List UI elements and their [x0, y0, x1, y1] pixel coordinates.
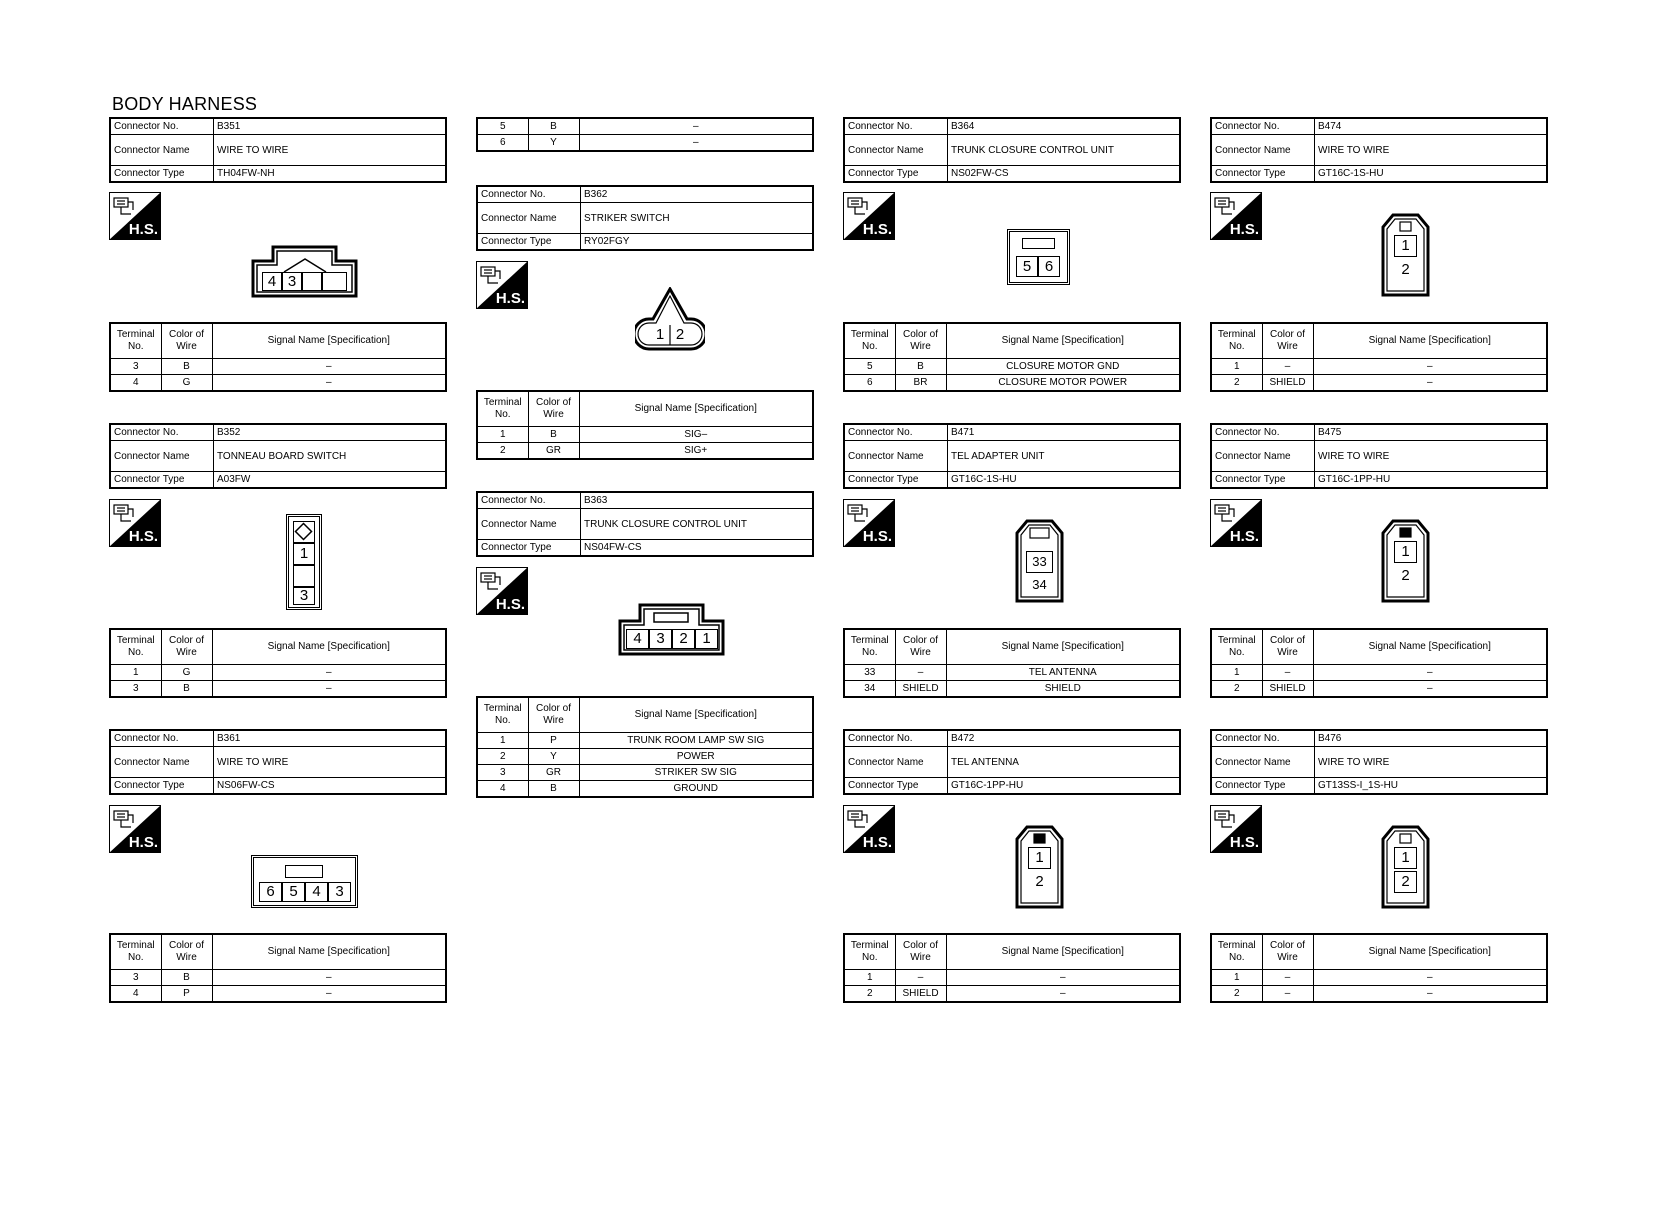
signal-name: – [1313, 970, 1547, 986]
signal-name-header: Signal Name [Specification] [1313, 934, 1547, 970]
color-of-wire-header: Color of Wire [895, 629, 946, 665]
terminal-no: 33 [844, 665, 895, 681]
color-of-wire-header: Color of Wire [1262, 629, 1313, 665]
table-row [1211, 986, 1547, 1003]
connector-b352-info [109, 423, 447, 489]
connector-name-label: Connector Name [1211, 441, 1315, 472]
table-row [1211, 359, 1547, 375]
connector-b474-info [1210, 117, 1548, 183]
harness-side-label: H.S. [862, 221, 892, 238]
table-row [477, 781, 813, 798]
harness-side-label: H.S. [1229, 528, 1259, 545]
connector-type-label: Connector Type [477, 540, 581, 557]
signal-name: STRIKER SW SIG [579, 765, 813, 781]
terminal-no: 1 [110, 665, 161, 681]
wire-color: – [895, 665, 946, 681]
pin-label: 5 [1016, 256, 1038, 277]
connector-b475-diagram [1381, 519, 1430, 603]
terminal-no: 3 [110, 970, 161, 986]
signal-name: – [1313, 986, 1547, 1003]
connector-type-value: NS02FW-CS [948, 166, 1181, 183]
terminal-no: 4 [110, 986, 161, 1003]
connector-b474-terminals [1210, 322, 1548, 392]
signal-name: – [1313, 359, 1547, 375]
connector-name-label: Connector Name [844, 441, 948, 472]
connector-name-value: TONNEAU BOARD SWITCH [214, 441, 447, 472]
harness-side-label: H.S. [495, 290, 525, 307]
terminal-no: 2 [1211, 375, 1262, 392]
connector-name-label: Connector Name [844, 135, 948, 166]
signal-name-header: Signal Name [Specification] [946, 934, 1180, 970]
signal-name: – [212, 665, 446, 681]
wire-color: SHIELD [1262, 681, 1313, 698]
connector-b471-terminals [843, 628, 1181, 698]
signal-name: SIG– [579, 427, 813, 443]
harness-side-icon [1210, 499, 1262, 547]
harness-side-icon [476, 567, 528, 615]
connector-type-label: Connector Type [844, 778, 948, 795]
connector-name-value: TEL ADAPTER UNIT [948, 441, 1181, 472]
connector-no-value: B364 [948, 118, 1181, 135]
signal-name: – [212, 359, 446, 375]
signal-name: CLOSURE MOTOR POWER [946, 375, 1180, 392]
signal-name-header: Signal Name [Specification] [1313, 629, 1547, 665]
pin-label: 1 [1394, 847, 1417, 869]
wire-color: SHIELD [895, 986, 946, 1003]
terminal-no-header: Terminal No. [110, 323, 161, 359]
table-row [844, 681, 1180, 698]
terminal-no: 2 [477, 443, 528, 460]
connector-b361-terminals [109, 933, 447, 1003]
connector-no-value: B351 [214, 118, 447, 135]
connector-name-value: WIRE TO WIRE [214, 135, 447, 166]
table-row [477, 765, 813, 781]
connector-name-label: Connector Name [110, 135, 214, 166]
terminal-no: 4 [477, 781, 528, 798]
pin-label: 1 [695, 629, 718, 649]
table-row [1211, 970, 1547, 986]
wire-color: B [528, 427, 579, 443]
signal-name: – [212, 375, 446, 392]
connector-b363-diagram [618, 603, 725, 656]
connector-b352-diagram [286, 514, 322, 610]
connector-name-value: TEL ANTENNA [948, 747, 1181, 778]
wire-color: P [161, 986, 212, 1003]
signal-name: – [1313, 375, 1547, 392]
connector-type-label: Connector Type [110, 472, 214, 489]
wire-color: – [895, 970, 946, 986]
connector-b352-terminals [109, 628, 447, 698]
harness-side-label: H.S. [128, 528, 158, 545]
signal-name-header: Signal Name [Specification] [212, 934, 446, 970]
terminal-no-header: Terminal No. [1211, 629, 1262, 665]
table-row [477, 733, 813, 749]
harness-side-label: H.S. [128, 834, 158, 851]
connector-type-label: Connector Type [844, 472, 948, 489]
signal-name: GROUND [579, 781, 813, 798]
connector-b472-terminals [843, 933, 1181, 1003]
pin-label: 2 [1394, 565, 1417, 587]
signal-name: TRUNK ROOM LAMP SW SIG [579, 733, 813, 749]
pin-label: 4 [626, 629, 649, 649]
pin-label: 5 [282, 882, 305, 902]
terminal-no-header: Terminal No. [477, 391, 528, 427]
terminal-no-header: Terminal No. [1211, 323, 1262, 359]
pin-label: 2 [675, 326, 685, 343]
pin-label: 34 [1032, 577, 1047, 592]
signal-name: POWER [579, 749, 813, 765]
table-row [844, 970, 1180, 986]
terminal-no: 1 [477, 733, 528, 749]
connector-name-label: Connector Name [477, 203, 581, 234]
connector-name-label: Connector Name [844, 747, 948, 778]
pin-label: 4 [305, 882, 328, 902]
wire-color: B [161, 970, 212, 986]
connector-b361-terminals-continued [476, 117, 814, 152]
harness-side-icon [1210, 805, 1262, 853]
connector-name-label: Connector Name [110, 441, 214, 472]
connector-type-value: NS06FW-CS [214, 778, 447, 795]
connector-b351-diagram [251, 245, 358, 298]
table-row [477, 749, 813, 765]
connector-no-label: Connector No. [1211, 118, 1315, 135]
connector-b363-info [476, 491, 814, 557]
terminal-no-header: Terminal No. [844, 323, 895, 359]
wire-color: B [161, 681, 212, 698]
pin-label: 2 [1394, 259, 1417, 281]
signal-name-header: Signal Name [Specification] [579, 697, 813, 733]
table-row [110, 681, 446, 698]
pin-label: 4 [262, 272, 282, 291]
color-of-wire-header: Color of Wire [895, 323, 946, 359]
signal-name: SIG+ [579, 443, 813, 460]
terminal-no: 3 [477, 765, 528, 781]
wire-color: B [895, 359, 946, 375]
connector-name-value: STRIKER SWITCH [581, 203, 814, 234]
table-row [110, 970, 446, 986]
harness-side-label: H.S. [128, 221, 158, 238]
connector-type-value: A03FW [214, 472, 447, 489]
connector-no-label: Connector No. [110, 730, 214, 747]
page-title: BODY HARNESS [112, 94, 258, 114]
signal-name-header: Signal Name [Specification] [212, 323, 446, 359]
connector-b361-diagram [251, 855, 358, 908]
harness-side-icon [843, 192, 895, 240]
terminal-no-header: Terminal No. [844, 629, 895, 665]
terminal-no: 2 [1211, 681, 1262, 698]
signal-name: – [212, 681, 446, 698]
table-row: 6 Y – [477, 135, 813, 152]
table-row [844, 375, 1180, 392]
color-of-wire-header: Color of Wire [161, 323, 212, 359]
connector-no-value: B363 [581, 492, 814, 509]
terminal-no: 2 [844, 986, 895, 1003]
terminal-no-header: Terminal No. [844, 934, 895, 970]
connector-no-value: B471 [948, 424, 1181, 441]
terminal-no: 1 [1211, 359, 1262, 375]
harness-side-icon [843, 805, 895, 853]
signal-name: – [946, 970, 1180, 986]
connector-type-value: GT13SS-I_1S-HU [1315, 778, 1548, 795]
connector-no-label: Connector No. [844, 424, 948, 441]
pin-label: 3 [282, 272, 302, 291]
connector-no-value: B472 [948, 730, 1181, 747]
signal-name-header: Signal Name [Specification] [946, 629, 1180, 665]
connector-no-value: B475 [1315, 424, 1548, 441]
terminal-no: 4 [110, 375, 161, 392]
connector-type-value: TH04FW-NH [214, 166, 447, 183]
signal-name: – [212, 986, 446, 1003]
pin-label: 1 [1028, 847, 1051, 869]
wire-color: – [1262, 986, 1313, 1003]
connector-name-value: WIRE TO WIRE [1315, 135, 1548, 166]
pin-label: 3 [649, 629, 672, 649]
connector-no-value: B362 [581, 186, 814, 203]
wire-color: BR [895, 375, 946, 392]
connector-b362-diagram [635, 287, 705, 351]
terminal-no: 3 [110, 359, 161, 375]
connector-type-value: RY02FGY [581, 234, 814, 251]
connector-b363-terminals [476, 696, 814, 798]
pin-label: 2 [1028, 871, 1051, 893]
connector-b362-info [476, 185, 814, 251]
harness-side-label: H.S. [862, 834, 892, 851]
pin-label: 1 [1394, 235, 1417, 257]
signal-name-header: Signal Name [Specification] [212, 629, 446, 665]
terminal-no-header: Terminal No. [110, 629, 161, 665]
connector-type-value: GT16C-1S-HU [948, 472, 1181, 489]
wire-color: G [161, 665, 212, 681]
connector-b364-diagram [1007, 229, 1070, 285]
table-row [844, 359, 1180, 375]
signal-name: – [1313, 681, 1547, 698]
connector-b475-terminals [1210, 628, 1548, 698]
signal-name: – [212, 970, 446, 986]
connector-type-value: GT16C-1PP-HU [948, 778, 1181, 795]
connector-type-value: GT16C-1PP-HU [1315, 472, 1548, 489]
color-of-wire-header: Color of Wire [528, 391, 579, 427]
table-row [477, 427, 813, 443]
wire-color: SHIELD [1262, 375, 1313, 392]
harness-side-icon [109, 499, 161, 547]
signal-name: SHIELD [946, 681, 1180, 698]
connector-b362-terminals [476, 390, 814, 460]
connector-type-value: NS04FW-CS [581, 540, 814, 557]
color-of-wire-header: Color of Wire [1262, 323, 1313, 359]
harness-side-label: H.S. [495, 596, 525, 613]
table-row [110, 986, 446, 1003]
wire-color: Y [528, 749, 579, 765]
connector-no-label: Connector No. [477, 186, 581, 203]
table-row [1211, 665, 1547, 681]
color-of-wire-header: Color of Wire [895, 934, 946, 970]
wire-color: SHIELD [895, 681, 946, 698]
harness-side-icon [1210, 192, 1262, 240]
terminal-no: 1 [1211, 970, 1262, 986]
color-of-wire-header: Color of Wire [161, 629, 212, 665]
connector-b476-diagram [1381, 825, 1430, 909]
color-of-wire-header: Color of Wire [161, 934, 212, 970]
terminal-no: 5 [844, 359, 895, 375]
terminal-no: 2 [477, 749, 528, 765]
harness-side-icon [843, 499, 895, 547]
connector-no-value: B474 [1315, 118, 1548, 135]
wire-color: – [1262, 665, 1313, 681]
wire-color: P [528, 733, 579, 749]
table-row [1211, 375, 1547, 392]
pin-label: 1 [655, 326, 665, 343]
connector-no-label: Connector No. [1211, 424, 1315, 441]
terminal-no: 1 [844, 970, 895, 986]
pin-label: 3 [293, 587, 315, 605]
terminal-no: 1 [1211, 665, 1262, 681]
harness-side-label: H.S. [1229, 834, 1259, 851]
table-row [110, 665, 446, 681]
table-row [477, 443, 813, 460]
signal-name: – [1313, 665, 1547, 681]
wire-color: GR [528, 765, 579, 781]
connector-type-value: GT16C-1S-HU [1315, 166, 1548, 183]
connector-name-label: Connector Name [1211, 747, 1315, 778]
signal-name-header: Signal Name [Specification] [579, 391, 813, 427]
connector-no-label: Connector No. [110, 424, 214, 441]
signal-name: TEL ANTENNA [946, 665, 1180, 681]
wire-color: GR [528, 443, 579, 460]
table-row: 5 B – [477, 118, 813, 135]
table-row [844, 986, 1180, 1003]
connector-name-value: WIRE TO WIRE [1315, 747, 1548, 778]
connector-name-label: Connector Name [477, 509, 581, 540]
terminal-no: 3 [110, 681, 161, 698]
connector-type-label: Connector Type [1211, 166, 1315, 183]
signal-name-header: Signal Name [Specification] [946, 323, 1180, 359]
wire-color: G [161, 375, 212, 392]
connector-no-label: Connector No. [110, 118, 214, 135]
terminal-no-header: Terminal No. [1211, 934, 1262, 970]
wire-color: – [1262, 359, 1313, 375]
connector-type-label: Connector Type [1211, 778, 1315, 795]
terminal-no-header: Terminal No. [110, 934, 161, 970]
connector-name-label: Connector Name [110, 747, 214, 778]
connector-b472-info [843, 729, 1181, 795]
connector-type-label: Connector Type [110, 166, 214, 183]
pin-label: 1 [293, 543, 315, 565]
signal-name: – [946, 986, 1180, 1003]
connector-no-value: B352 [214, 424, 447, 441]
connector-name-value: WIRE TO WIRE [1315, 441, 1548, 472]
connector-type-label: Connector Type [1211, 472, 1315, 489]
connector-no-label: Connector No. [844, 730, 948, 747]
table-row [110, 375, 446, 392]
harness-side-label: H.S. [862, 528, 892, 545]
harness-side-icon [109, 192, 161, 240]
pin-label: 3 [328, 882, 351, 902]
connector-b471-info [843, 423, 1181, 489]
pin-empty [302, 272, 322, 291]
pin-label: 6 [1038, 256, 1060, 277]
connector-no-value: B476 [1315, 730, 1548, 747]
connector-type-label: Connector Type [110, 778, 214, 795]
connector-b351-terminals [109, 322, 447, 392]
pin-label: 6 [259, 882, 282, 902]
connector-no-label: Connector No. [844, 118, 948, 135]
connector-no-value: B361 [214, 730, 447, 747]
terminal-no: 1 [477, 427, 528, 443]
connector-name-label: Connector Name [1211, 135, 1315, 166]
signal-name: CLOSURE MOTOR GND [946, 359, 1180, 375]
color-of-wire-header: Color of Wire [1262, 934, 1313, 970]
terminal-no: 6 [844, 375, 895, 392]
connector-b476-info [1210, 729, 1548, 795]
terminal-no-header: Terminal No. [477, 697, 528, 733]
signal-name-header: Signal Name [Specification] [1313, 323, 1547, 359]
connector-name-value: TRUNK CLOSURE CONTROL UNIT [948, 135, 1181, 166]
terminal-no: 34 [844, 681, 895, 698]
table-row [1211, 681, 1547, 698]
connector-b364-terminals [843, 322, 1181, 392]
connector-b474-diagram [1381, 213, 1430, 297]
connector-type-label: Connector Type [477, 234, 581, 251]
connector-type-label: Connector Type [844, 166, 948, 183]
pin-label: 1 [1394, 541, 1417, 563]
connector-no-label: Connector No. [1211, 730, 1315, 747]
harness-side-icon [109, 805, 161, 853]
pin-empty [293, 565, 315, 587]
connector-b351-info [109, 117, 447, 183]
color-of-wire-header: Color of Wire [528, 697, 579, 733]
connector-no-label: Connector No. [477, 492, 581, 509]
pin-label: 2 [1394, 871, 1417, 893]
connector-b361-info [109, 729, 447, 795]
harness-side-label: H.S. [1229, 221, 1259, 238]
connector-b475-info [1210, 423, 1548, 489]
connector-name-value: TRUNK CLOSURE CONTROL UNIT [581, 509, 814, 540]
terminal-no: 2 [1211, 986, 1262, 1003]
pin-label: 33 [1026, 551, 1053, 573]
connector-b476-terminals [1210, 933, 1548, 1003]
connector-b472-diagram [1015, 825, 1064, 909]
pin-empty [322, 272, 347, 291]
wire-color: – [1262, 970, 1313, 986]
pin-label: 2 [672, 629, 695, 649]
connector-b364-info [843, 117, 1181, 183]
table-row [110, 359, 446, 375]
wire-color: B [528, 781, 579, 798]
table-row [844, 665, 1180, 681]
connector-name-value: WIRE TO WIRE [214, 747, 447, 778]
connector-b471-diagram [1015, 519, 1064, 603]
pin-key [293, 521, 315, 543]
wire-color: B [161, 359, 212, 375]
harness-side-icon [476, 261, 528, 309]
